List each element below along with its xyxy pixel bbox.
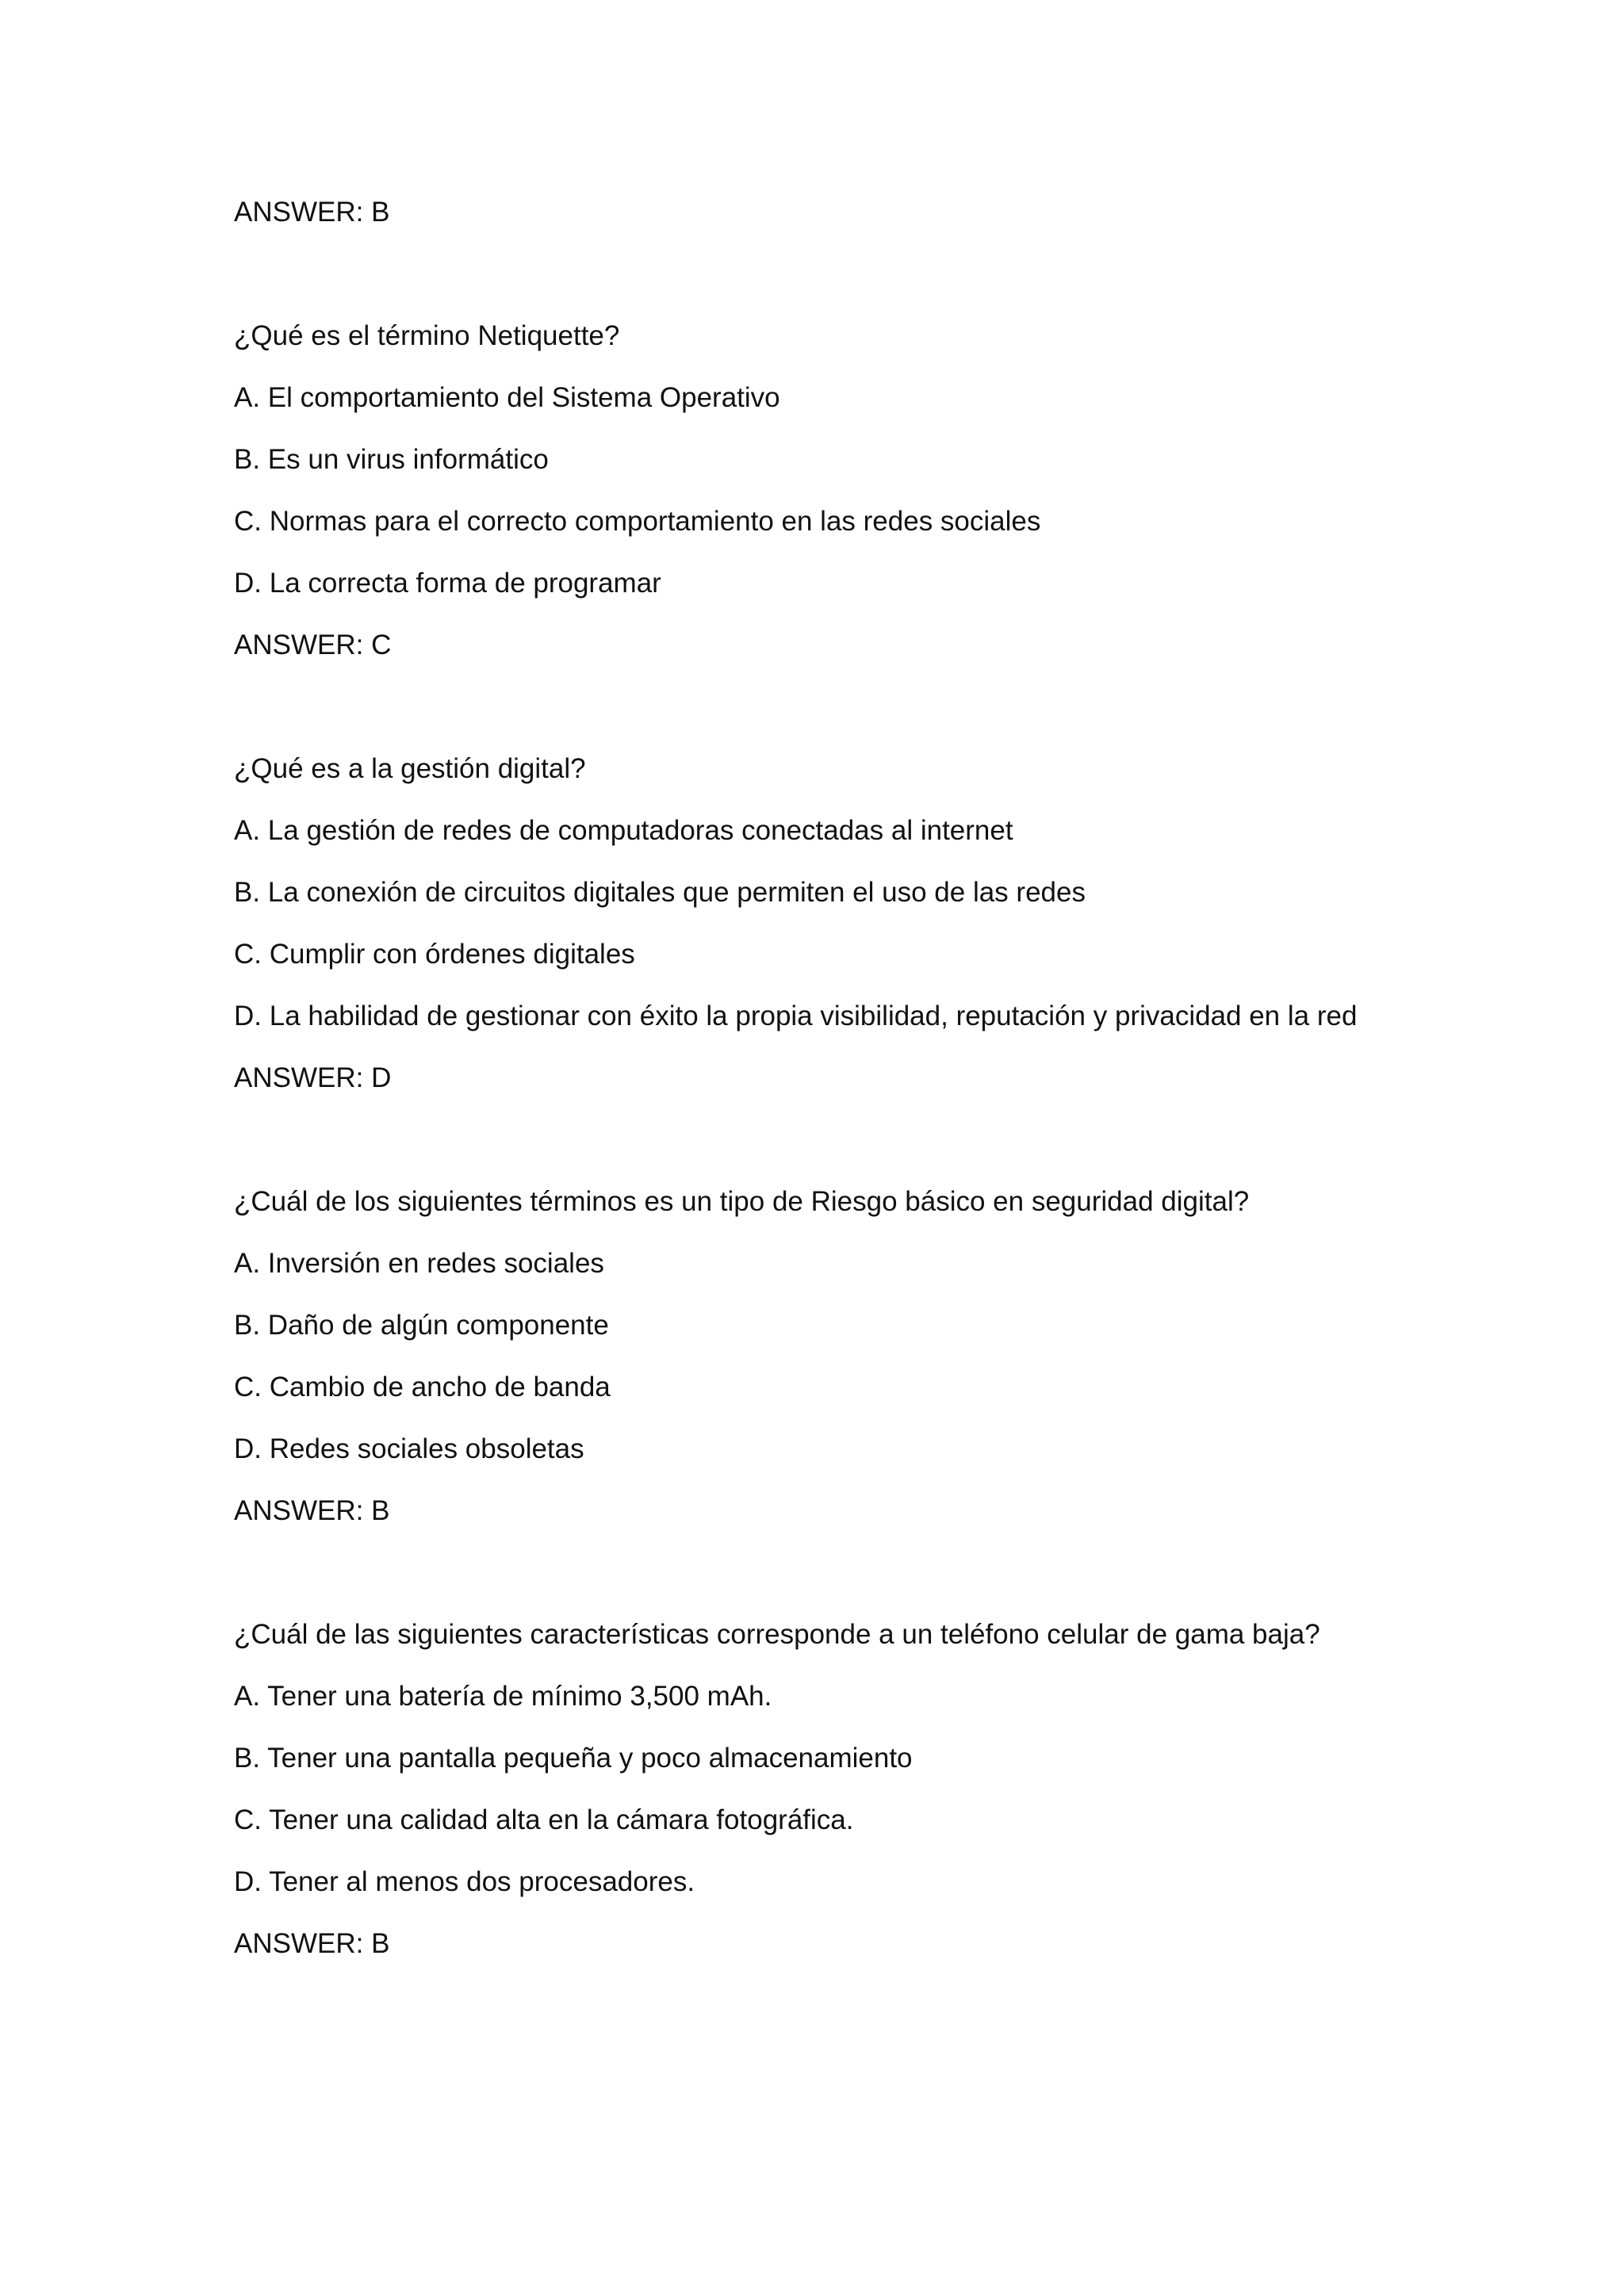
question-1-option-c: C. Normas para el correcto comportamiento en las redes sociales <box>234 506 1041 537</box>
preceding-answer: ANSWER: B <box>234 197 390 228</box>
question-2-text: ¿Qué es a la gestión digital? <box>234 753 586 784</box>
question-1-answer: ANSWER: C <box>234 629 392 660</box>
question-3-option-c: C. Cambio de ancho de banda <box>234 1372 611 1402</box>
question-3-text: ¿Cuál de los siguientes términos es un tipo de Riesgo básico en seguridad digital? <box>234 1186 1250 1217</box>
question-1-option-a: A. El comportamiento del Sistema Operativo <box>234 382 780 413</box>
question-4-option-b: B. Tener una pantalla pequeña y poco almacenamiento <box>234 1743 913 1774</box>
question-4-text: ¿Cuál de las siguientes características corresponde a un teléfono celular de gama baja? <box>234 1619 1320 1650</box>
question-4-option-c: C. Tener una calidad alta en la cámara fotográfica. <box>234 1804 854 1835</box>
question-2-option-a: A. La gestión de redes de computadoras conectadas al internet <box>234 815 1013 846</box>
question-3-option-d: D. Redes sociales obsoletas <box>234 1433 584 1464</box>
question-4-answer: ANSWER: B <box>234 1928 390 1959</box>
question-2-answer: ANSWER: D <box>234 1062 392 1093</box>
question-1-option-d: D. La correcta forma de programar <box>234 568 661 599</box>
question-2-option-b: B. La conexión de circuitos digitales que permiten el uso de las redes <box>234 877 1086 908</box>
question-1-text: ¿Qué es el término Netiquette? <box>234 320 620 351</box>
question-2-option-d: D. La habilidad de gestionar con éxito la propia visibilidad, reputación y privacidad en la red <box>234 1001 1358 1031</box>
question-4-option-d: D. Tener al menos dos procesadores. <box>234 1866 695 1897</box>
question-2-option-c: C. Cumplir con órdenes digitales <box>234 939 635 970</box>
question-3-answer: ANSWER: B <box>234 1495 390 1526</box>
question-3-option-a: A. Inversión en redes sociales <box>234 1248 604 1279</box>
question-1-option-b: B. Es un virus informático <box>234 444 549 475</box>
question-4-option-a: A. Tener una batería de mínimo 3,500 mAh. <box>234 1681 772 1712</box>
question-3-option-b: B. Daño de algún componente <box>234 1310 609 1341</box>
